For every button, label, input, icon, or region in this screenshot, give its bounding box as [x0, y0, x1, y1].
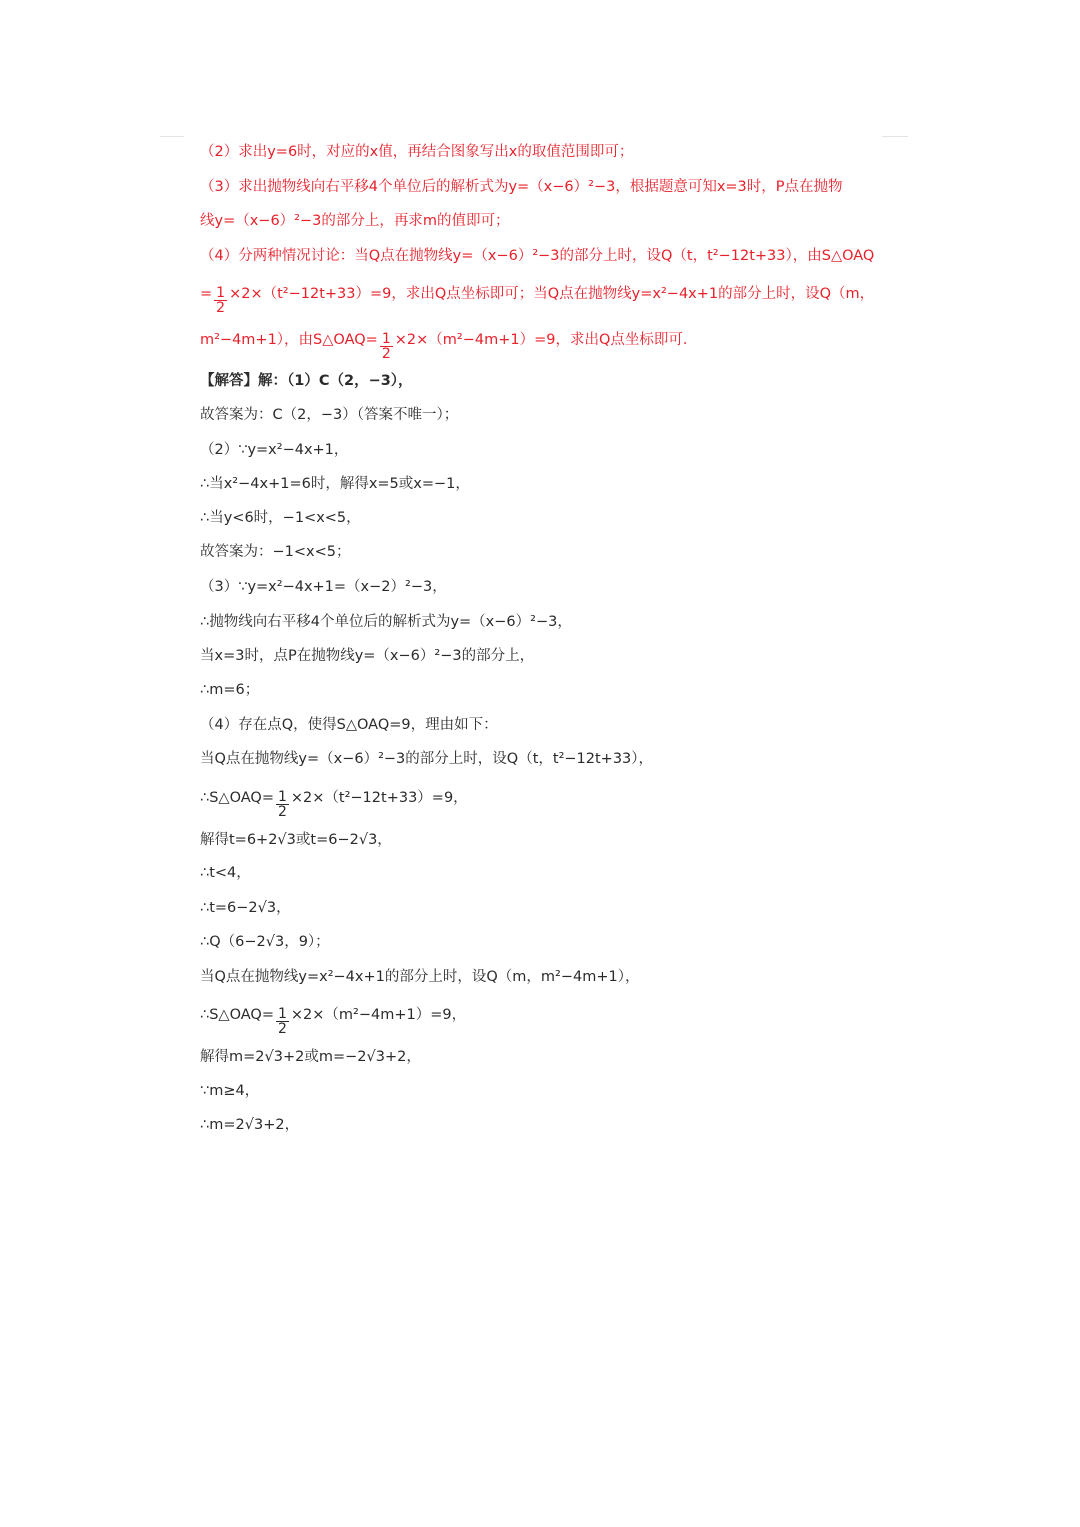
solution-line-pre: ∴S△OAQ=: [200, 1007, 274, 1023]
analysis-step-2: （2）求出y=6时，对应的x值，再结合图象写出x的取值范围即可；: [200, 144, 634, 160]
solution-line-text: ×2×（m²−4m+1）=9，: [290, 1007, 467, 1023]
solution-line: ∵m≥4，: [200, 1083, 260, 1099]
fraction-one-half: $\frac{1}{2}$: [216, 285, 226, 316]
analysis-step-4-line-3: [200, 330, 900, 361]
solution-line: 当Q点在抛物线y=（x−6）²−3的部分上时，设Q（t，t²−12t+33），: [200, 751, 654, 767]
solution-line: 解得t=6+2√3或t=6−2√3，: [200, 832, 392, 848]
solution-line: （2）∵y=x²−4x+1，: [200, 442, 349, 458]
solution-line: 故答案为：C（2，−3）（答案不唯一）；: [200, 407, 459, 423]
solution-heading: 【解答】解：（1）C（2，−3），: [200, 373, 413, 389]
solution-line-pre: ∴S△OAQ=: [200, 790, 274, 806]
solution-line-text: ×2×（t²−12t+33）=9，: [290, 790, 468, 806]
solution-line: ∴t<4，: [200, 865, 251, 881]
analysis-step-4-line-2: [200, 284, 900, 315]
solution-line: 当x=3时，点P在抛物线y=（x−6）²−3的部分上，: [200, 648, 535, 664]
solution-line: ∴当y<6时，−1<x<5，: [200, 510, 361, 526]
solution-line: ∴当x²−4x+1=6时，解得x=5或x=−1，: [200, 476, 470, 492]
fraction-one-half: $\frac{1}{2}$: [381, 331, 391, 362]
solution-line: ∴抛物线向右平移4个单位后的解析式为y=（x−6）²−3，: [200, 614, 572, 630]
solution-line: [200, 1005, 900, 1036]
equals-sign: =: [200, 286, 213, 302]
solution-line: 当Q点在抛物线y=x²−4x+1的部分上时，设Q（m，m²−4m+1），: [200, 969, 640, 985]
analysis-step-4-line-2-text: ×2×（t²−12t+33）=9，求出Q点坐标即可；当Q点在抛物线y=x²−4x+1的部分上时，设Q（m，: [229, 286, 875, 302]
analysis-step-3-line-1: （3）求出抛物线向右平移4个单位后的解析式为y=（x−6）²−3，根据题意可知x=3时，P点在抛物: [200, 179, 843, 195]
solution-line: ∴m=2√3+2，: [200, 1117, 300, 1133]
analysis-step-4-line-3-pre: m²−4m+1），由S△OAQ=: [200, 332, 378, 348]
analysis-step-4-line-3-text: ×2×（m²−4m+1）=9，求出Q点坐标即可．: [394, 332, 698, 348]
solution-line: 故答案为：−1<x<5；: [200, 544, 351, 560]
solution-line: [200, 788, 900, 819]
analysis-step-3-line-2: 线y=（x−6）²−3的部分上，再求m的值即可；: [200, 213, 510, 229]
solution-line: （3）∵y=x²−4x+1=（x−2）²−3，: [200, 579, 447, 595]
solution-line: ∴m=6；: [200, 682, 260, 698]
header-rule-right: [882, 136, 908, 137]
solution-line: （4）存在点Q，使得S△OAQ=9，理由如下：: [200, 717, 498, 733]
fraction-one-half: $\frac{1}{2}$: [277, 1006, 287, 1037]
solution-line: 解得m=2√3+2或m=−2√3+2，: [200, 1049, 421, 1065]
fraction-one-half: $\frac{1}{2}$: [277, 789, 287, 820]
solution-line: ∴t=6−2√3，: [200, 900, 291, 916]
header-rule-left: [160, 136, 184, 137]
analysis-step-4-line-1: （4）分两种情况讨论：当Q点在抛物线y=（x−6）²−3的部分上时，设Q（t，t²−12t+33），由S△OAQ: [200, 248, 875, 264]
solution-line: ∴Q（6−2√3，9）；: [200, 934, 330, 950]
